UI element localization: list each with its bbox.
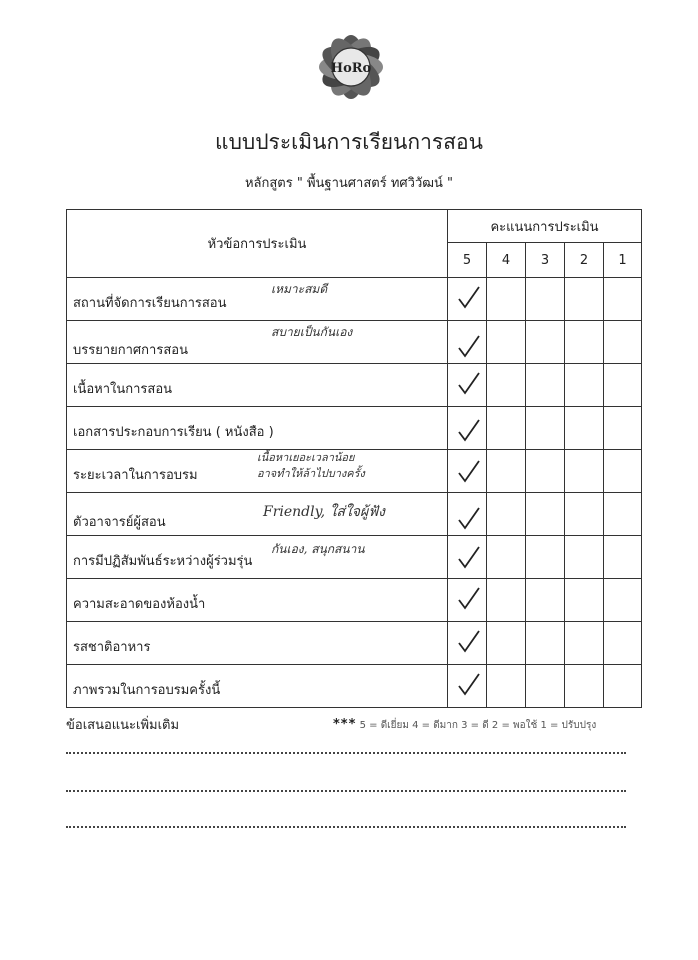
- score-col-1: 1: [604, 243, 642, 278]
- legend-stars: ***: [333, 717, 357, 732]
- form-title: แบบประเมินการเรียนการสอน: [215, 130, 483, 154]
- suggestion-label: ข้อเสนอแนะเพิ่มเติม: [66, 718, 180, 733]
- criteria-label: การมีปฏิสัมพันธ์ระหว่างผู้ร่วมรุ่น: [73, 554, 253, 569]
- criteria-label: ภาพรวมในการอบรมครั้งนี้: [73, 683, 221, 698]
- check-mark-icon[interactable]: [456, 583, 482, 613]
- handwritten-note: เหมาะสมดี: [271, 282, 328, 296]
- criteria-label: เอกสารประกอบการเรียน ( หนังสือ ): [73, 425, 274, 440]
- check-mark-icon[interactable]: [456, 415, 482, 445]
- score-col-5: 5: [448, 243, 487, 278]
- handwritten-note: อาจทำให้ล้าไปบางครั้ง: [257, 467, 365, 480]
- score-col-2: 2: [565, 243, 604, 278]
- score-col-3: 3: [526, 243, 565, 278]
- criteria-row: [67, 364, 642, 407]
- criteria-row: [67, 665, 642, 708]
- handwritten-note: Friendly, ใส่ใจผู้ฟัง: [263, 504, 385, 520]
- check-mark-icon[interactable]: [456, 503, 482, 533]
- check-mark-icon[interactable]: [456, 368, 482, 398]
- score-legend: [333, 717, 596, 733]
- handwritten-note: กันเอง, สนุกสนาน: [271, 542, 365, 556]
- horo-logo: [316, 32, 386, 102]
- criteria-label: เนื้อหาในการสอน: [73, 382, 173, 397]
- criteria-row: [67, 278, 642, 321]
- evaluation-table: [66, 209, 642, 708]
- handwritten-note: สบายเป็นกันเอง: [271, 325, 353, 339]
- criteria-row: [67, 321, 642, 364]
- check-mark-icon[interactable]: [456, 626, 482, 656]
- legend-text: 5 = ดีเยี่ยม 4 = ดีมาก 3 = ดี 2 = พอใช้ 1 = ปรับปรุง: [359, 720, 597, 731]
- form-subtitle: หลักสูตร " พื้นฐานศาสตร์ ทศวิวัฒน์ ": [244, 176, 454, 191]
- logo-text: HoRo: [330, 61, 372, 76]
- check-mark-icon[interactable]: [456, 542, 482, 572]
- criteria-row: [67, 450, 642, 493]
- check-mark-icon[interactable]: [456, 282, 482, 312]
- score-header: คะแนนการประเมิน: [448, 210, 642, 243]
- criteria-row: [67, 622, 642, 665]
- criteria-row: [67, 579, 642, 622]
- check-mark-icon[interactable]: [456, 669, 482, 699]
- criteria-label: รสชาติอาหาร: [73, 640, 151, 655]
- criteria-label: ระยะเวลาในการอบรม: [73, 468, 198, 483]
- suggestion-line[interactable]: [66, 790, 626, 792]
- criteria-label: ตัวอาจารย์ผู้สอน: [73, 515, 166, 530]
- criteria-label: สถานที่จัดการเรียนการสอน: [73, 296, 227, 311]
- score-col-4: 4: [487, 243, 526, 278]
- criteria-label: บรรยายกาศการสอน: [73, 343, 188, 358]
- criteria-row: [67, 493, 642, 536]
- criteria-row: [67, 536, 642, 579]
- handwritten-note: เนื้อหาเยอะเวลาน้อย: [257, 451, 355, 464]
- check-mark-icon[interactable]: [456, 331, 482, 361]
- suggestion-line[interactable]: [66, 826, 626, 828]
- check-mark-icon[interactable]: [456, 456, 482, 486]
- suggestion-line[interactable]: [66, 752, 626, 754]
- topic-header: หัวข้อการประเมิน: [67, 210, 448, 278]
- criteria-row: [67, 407, 642, 450]
- criteria-label: ความสะอาดของห้องน้ำ: [73, 597, 206, 612]
